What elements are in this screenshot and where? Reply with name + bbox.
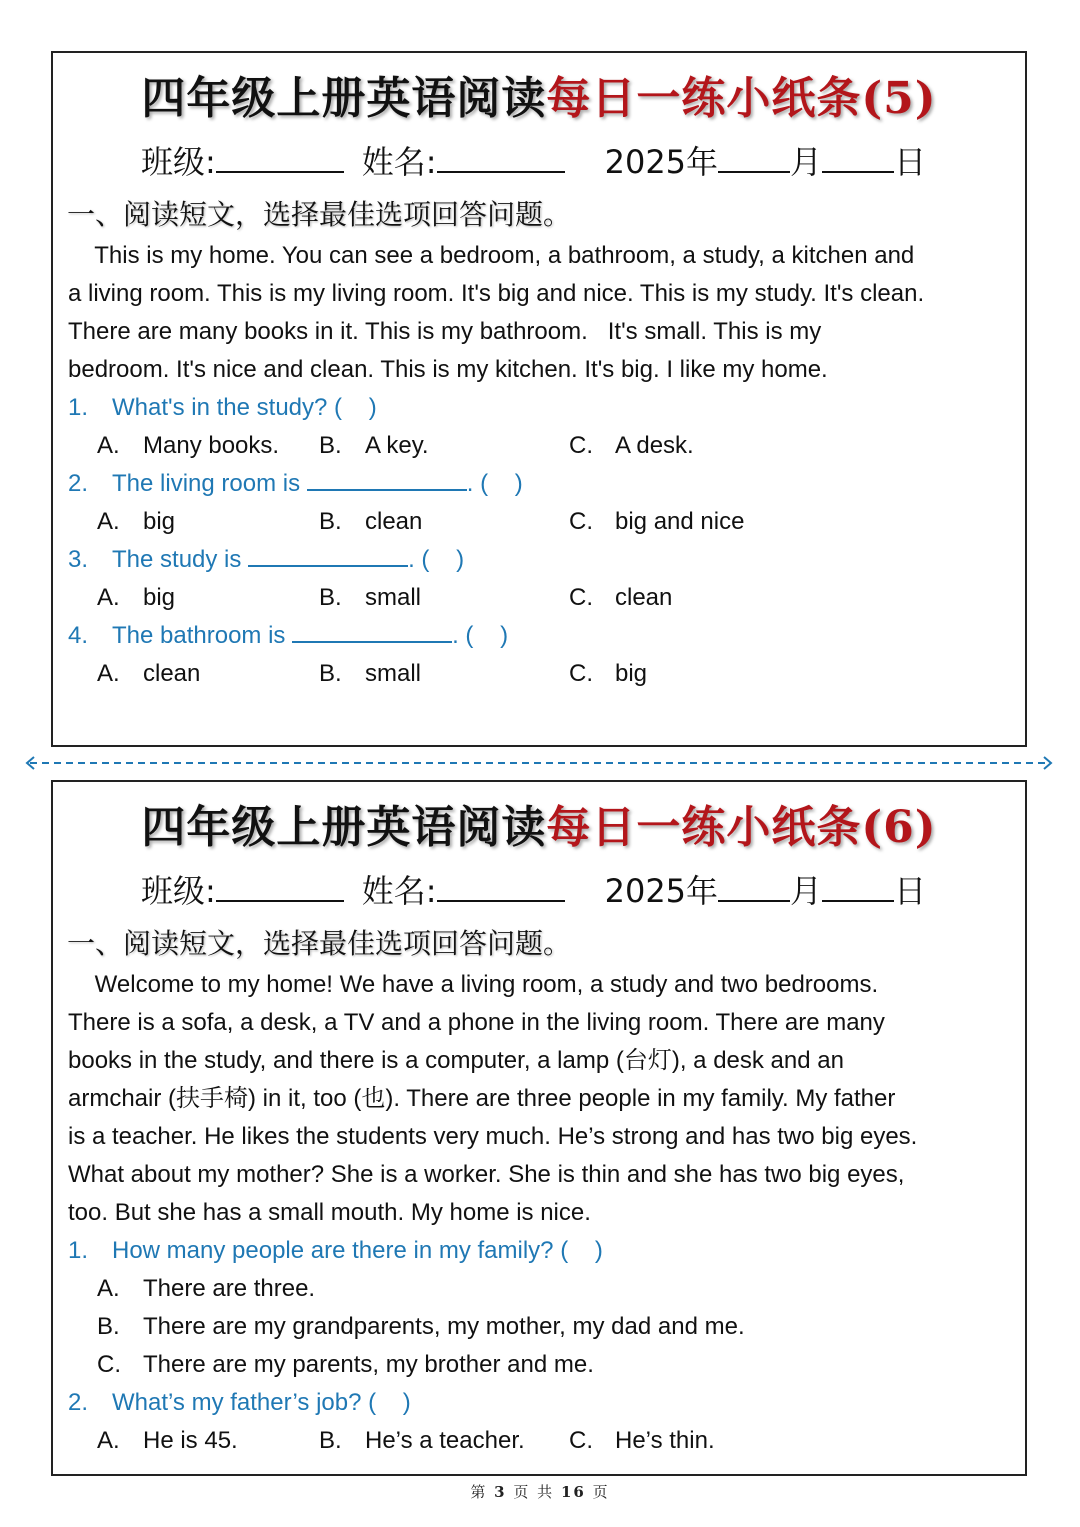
section-heading: 一、阅读短文，选择最佳选项回答问题。	[67, 198, 572, 231]
total-pages: 16	[560, 1483, 586, 1501]
question-2-options	[97, 1422, 997, 1460]
day-label: 日	[894, 143, 927, 181]
month-label: 月	[790, 872, 823, 910]
question-3-options	[97, 579, 997, 617]
option-b[interactable]: B. He’s a teacher.	[319, 1427, 525, 1454]
passage-line: There are many books in it. This is my bathroom. It's small. This is my	[68, 318, 822, 345]
question-1: 1. What's in the study? ( )	[68, 394, 377, 421]
reading-passage	[68, 237, 1011, 389]
option-a[interactable]: A. clean	[97, 660, 201, 687]
option-c[interactable]: C. big	[569, 660, 648, 687]
reading-passage	[68, 966, 1011, 1232]
question-4: 4. The bathroom is . ( )	[68, 617, 508, 655]
question-2-options	[97, 503, 997, 541]
option-b[interactable]: B. There are my grandparents, my mother, my dad and me.	[97, 1313, 745, 1340]
question-text: What’s my father’s job? ( )	[112, 1389, 411, 1416]
question-text: What's in the study? ( )	[112, 394, 377, 421]
day-label: 日	[894, 872, 927, 910]
passage-line: bedroom. It's nice and clean. This is my kitchen. It's big. I like my home.	[68, 356, 828, 383]
question-4-options	[97, 655, 997, 693]
option-a[interactable]: A. big	[97, 584, 176, 611]
passage-line: There is a sofa, a desk, a TV and a phone in the living room. There are many	[68, 1009, 885, 1036]
option-c[interactable]: C. A desk.	[569, 432, 694, 459]
class-field[interactable]	[216, 139, 344, 173]
question-2: 2. The living room is . ( )	[68, 465, 523, 503]
passage-line: a living room. This is my living room. It's big and nice. This is my study. It's clean.	[68, 280, 925, 307]
worksheet-card-6	[51, 780, 1027, 1476]
passage-line: armchair (扶手椅) in it, too (也). There are three people in my family. My father	[68, 1085, 896, 1112]
title-main: 四年级上册英语阅读	[141, 73, 547, 124]
worksheet-card-5	[51, 51, 1027, 747]
day-field[interactable]	[822, 139, 894, 173]
student-info-line	[141, 868, 926, 911]
option-c[interactable]: C. big and nice	[569, 508, 745, 535]
name-field[interactable]	[437, 868, 565, 902]
page-number-footer: 第 3 页 共 16 页	[470, 1483, 610, 1501]
option-a[interactable]: A. big	[97, 508, 176, 535]
student-info-line	[141, 139, 926, 182]
option-c[interactable]: C. He’s thin.	[569, 1427, 715, 1454]
option-b[interactable]: B. A key.	[319, 432, 429, 459]
question-1-options	[97, 427, 997, 465]
answer-blank[interactable]	[292, 617, 452, 643]
option-a[interactable]: A. Many books.	[97, 432, 280, 459]
class-field[interactable]	[216, 868, 344, 902]
title-main: 四年级上册英语阅读	[141, 802, 547, 853]
option-c[interactable]: C. There are my parents, my brother and me.	[97, 1351, 594, 1378]
option-a[interactable]: A. There are three.	[97, 1275, 316, 1302]
passage-line: Welcome to my home! We have a living room, a study and two bedrooms.	[68, 971, 879, 998]
name-label: 姓名:	[361, 872, 437, 910]
passage-line: is a teacher. He likes the students very much. He’s strong and has two big eyes.	[68, 1123, 918, 1150]
passage-line: books in the study, and there is a computer, a lamp (台灯), a desk and an	[68, 1047, 844, 1074]
option-b[interactable]: B. clean	[319, 508, 423, 535]
passage-line: too. But she has a small mouth. My home is nice.	[68, 1199, 591, 1226]
question-1: 1. How many people are there in my family? ( )	[68, 1237, 603, 1264]
worksheet-title	[53, 71, 1025, 127]
year-label: 2025年	[604, 872, 719, 910]
title-highlight: 每日一练小纸条(5)	[546, 73, 937, 124]
month-field[interactable]	[718, 139, 790, 173]
cut-line-divider	[24, 756, 1054, 770]
section-heading: 一、阅读短文，选择最佳选项回答问题。	[67, 927, 572, 960]
month-label: 月	[790, 143, 823, 181]
question-2: 2. What’s my father’s job? ( )	[68, 1389, 411, 1416]
answer-blank[interactable]	[248, 541, 408, 567]
name-label: 姓名:	[361, 143, 437, 181]
option-a[interactable]: A. He is 45.	[97, 1427, 238, 1454]
answer-blank[interactable]	[307, 465, 467, 491]
month-field[interactable]	[718, 868, 790, 902]
day-field[interactable]	[822, 868, 894, 902]
class-label: 班级:	[141, 143, 216, 181]
option-b[interactable]: B. small	[319, 584, 422, 611]
class-label: 班级:	[141, 872, 216, 910]
option-b[interactable]: B. small	[319, 660, 422, 687]
passage-line: What about my mother? She is a worker. She is thin and she has two big eyes,	[68, 1161, 905, 1188]
question-text: How many people are there in my family? ( )	[112, 1237, 603, 1264]
arrow-right-icon	[1044, 757, 1051, 769]
year-label: 2025年	[604, 143, 719, 181]
option-c[interactable]: C. clean	[569, 584, 673, 611]
title-highlight: 每日一练小纸条(6)	[546, 802, 937, 853]
worksheet-title	[53, 800, 1025, 856]
question-3: 3. The study is . ( )	[68, 541, 464, 579]
passage-line: This is my home. You can see a bedroom, a bathroom, a study, a kitchen and	[68, 242, 915, 269]
name-field[interactable]	[437, 139, 565, 173]
current-page: 3	[494, 1483, 507, 1501]
question-1-options	[97, 1270, 997, 1384]
